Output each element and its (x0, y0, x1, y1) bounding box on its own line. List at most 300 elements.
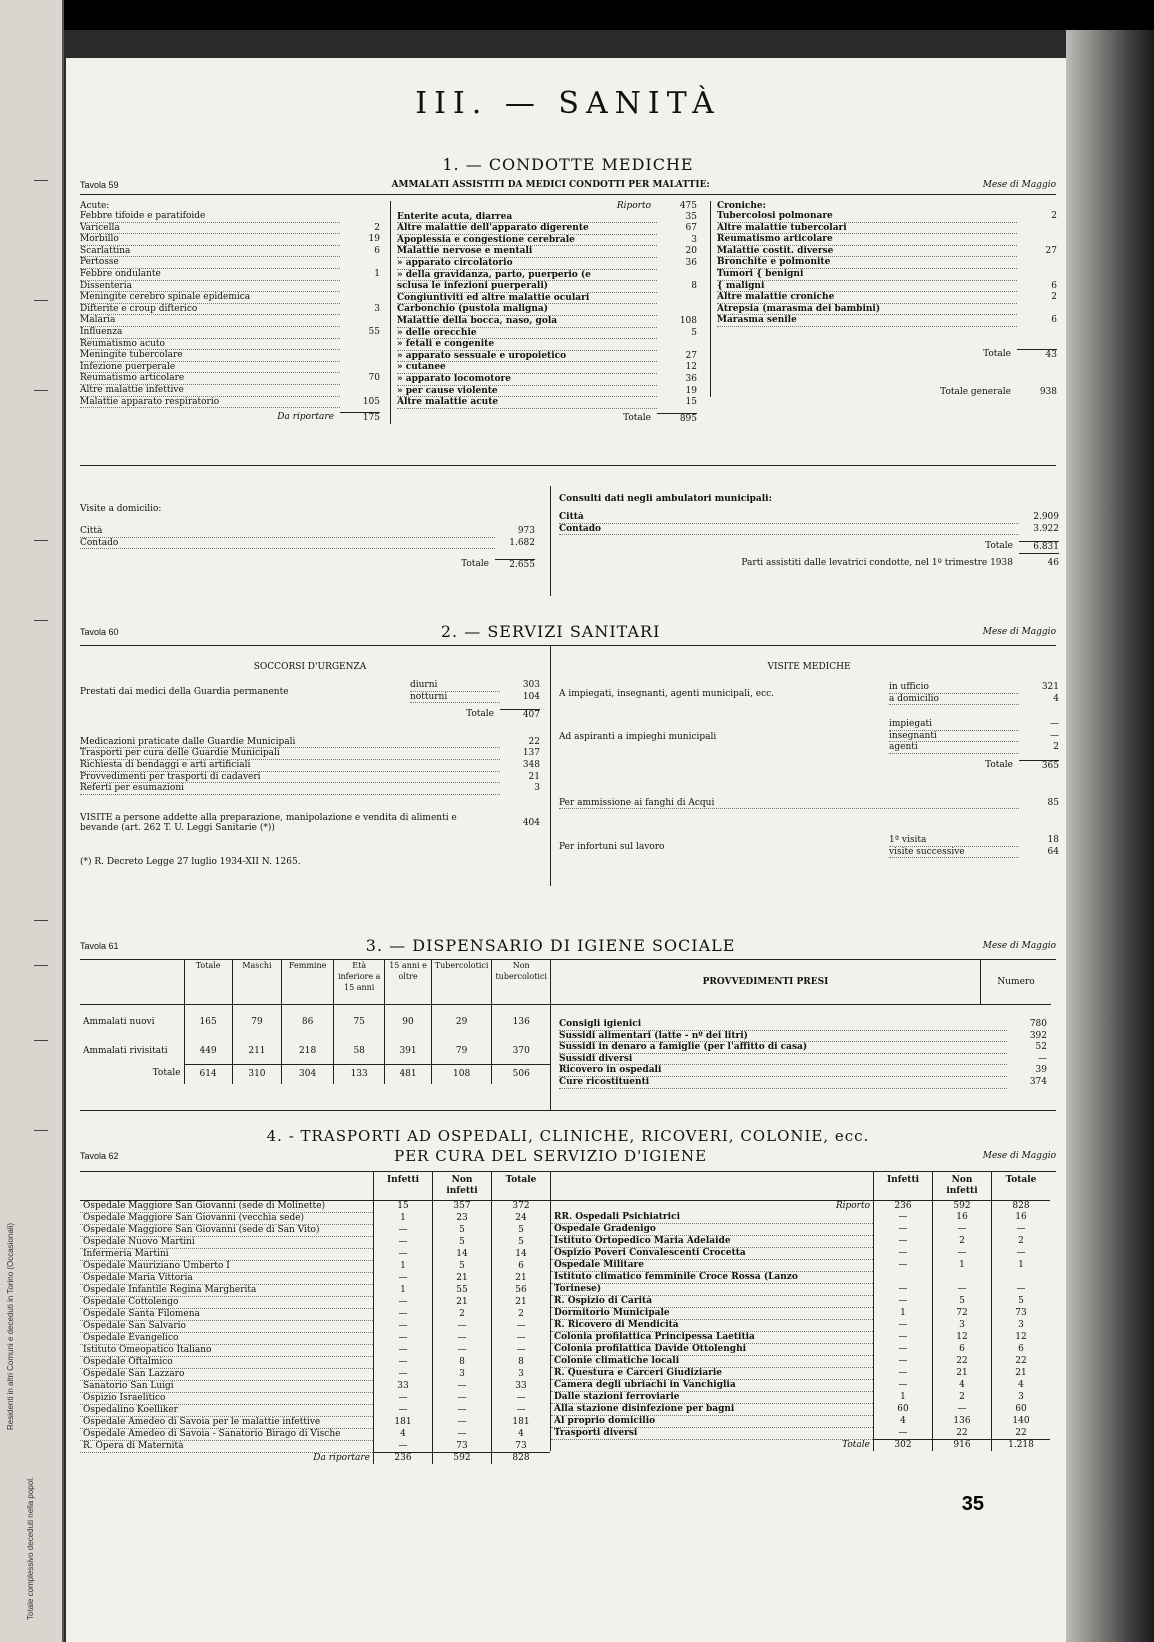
transport-cell: 136 (933, 1416, 992, 1428)
acute-row-value: 105 (362, 396, 380, 407)
transport-row (551, 1392, 1051, 1404)
transport-row-label: Riporto (835, 1201, 870, 1211)
transport-col-header: Totale (992, 1172, 1051, 1201)
prov-row-label: Consigli igienici (559, 1019, 1007, 1031)
transport-cell: 592 (433, 1453, 492, 1465)
chronic-row-label: Malattie costit. diverse (717, 246, 1017, 258)
transport-cell: 2 (992, 1236, 1051, 1248)
dispensary-cell: 449 (184, 1034, 232, 1064)
acute2-row-value: 3 (691, 234, 697, 245)
transport-row (551, 1416, 1051, 1428)
prov-header: PROVVEDIMENTI PRESI (702, 977, 829, 987)
transport-cell: — (492, 1321, 551, 1333)
transport-row-label: Ospedale Evangelico (80, 1333, 374, 1345)
document-page (66, 58, 1066, 1642)
prov-row (559, 1077, 1047, 1089)
prov-row (559, 1042, 1047, 1054)
chronic-row (717, 257, 1057, 269)
transport-cell: — (874, 1320, 933, 1332)
home-visits-total-label: Totale (461, 559, 489, 570)
mud-label: Per ammissione ai fanghi di Acqui (559, 798, 1019, 810)
acute-row-value (340, 257, 380, 269)
section1-table-label: Tavola 59 (80, 180, 119, 190)
acute-row (80, 304, 380, 316)
chronic-header: Croniche: (717, 201, 766, 211)
acute2-row-value: 20 (685, 246, 697, 257)
transport-row-label: Ospedale San Salvario (80, 1321, 374, 1333)
section4-title2: PER CURA DEL SERVIZIO D'IGIENE (394, 1147, 708, 1165)
transport-cell: — (374, 1321, 433, 1333)
transport-row (80, 1213, 550, 1225)
transport-cell: — (374, 1345, 433, 1357)
injury-label: Per infortuni sul lavoro (559, 841, 665, 852)
chronic-row-value (1017, 304, 1057, 316)
transport-cell: — (374, 1441, 433, 1453)
chronic-total-label: Totale (983, 348, 1011, 359)
transport-cell: 4 (992, 1380, 1051, 1392)
chronic-row-label: Marasma senile (717, 315, 1017, 327)
acute2-row-value: 35 (685, 211, 697, 222)
transport-row (80, 1429, 550, 1441)
acute2-row-label: Altre malattie acute (397, 397, 657, 409)
acute-row-value: 55 (368, 326, 380, 337)
acute-row-label: Difterite e croup difterico (80, 304, 340, 316)
food-visits-value: 404 (522, 817, 540, 828)
transport-cell: — (492, 1393, 551, 1405)
medical-title: VISITE MEDICHE (767, 662, 851, 672)
transport-cell: — (433, 1405, 492, 1417)
transport-cell: 5 (933, 1296, 992, 1308)
acute-row (80, 257, 380, 269)
medical-sub1-row-value: 321 (1041, 682, 1059, 692)
dispensary-cell: 165 (184, 1004, 232, 1034)
home-visit-row-value: 973 (517, 526, 535, 536)
home-visit-row-label: Contado (80, 538, 495, 550)
dispensary-row-label: Totale (152, 1068, 181, 1078)
transport-cell: 1.218 (992, 1440, 1051, 1452)
transport-cell: 2 (492, 1309, 551, 1321)
acute-row-label: Febbre tifoide e paratifoide (80, 211, 340, 223)
transport-cell: 23 (433, 1213, 492, 1225)
acute-row (80, 385, 380, 397)
acute2-row-label: Apoplessia e congestione cerebrale (397, 235, 657, 247)
chronic-row (717, 281, 1057, 293)
transport-cell: 22 (933, 1356, 992, 1368)
transport-cell: 2 (933, 1236, 992, 1248)
riporto-value: 475 (679, 201, 697, 211)
transport-cell: 236 (874, 1201, 933, 1213)
midwives-label: Parti assistiti dalle levatrici condotte, nel 1º trimestre 1938 (741, 557, 1013, 568)
dispensary-cell: 90 (385, 1004, 432, 1034)
transport-row (551, 1212, 1051, 1224)
acute-row (80, 246, 380, 258)
transport-row-label: Ospedale Infantile Regina Margherita (80, 1285, 374, 1297)
midwives-value: 46 (1047, 557, 1059, 568)
transport-cell: — (374, 1225, 433, 1237)
grand-total-value: 938 (1039, 386, 1057, 397)
transport-row-label: Ospedale Oftalmico (80, 1357, 374, 1369)
injury-sub-row (889, 835, 1059, 847)
transport-cell: 73 (492, 1441, 551, 1453)
transport-row-label: Ospedale Maggiore San Giovanni (sede di San Vito) (80, 1225, 374, 1237)
acute-row-label: Altre malattie infettive (80, 385, 340, 397)
acute-row-label: Dissenteria (80, 281, 340, 293)
injury-sub-row-label: visite successive (889, 847, 1019, 859)
transport-cell: — (374, 1309, 433, 1321)
transport-row (551, 1284, 1051, 1296)
medical-sub2-row (889, 731, 1059, 743)
transport-row (80, 1201, 550, 1213)
adjacent-page-strip (0, 0, 64, 1642)
acute-row-label: Reumatismo acuto (80, 339, 340, 351)
transport-cell: — (874, 1356, 933, 1368)
chronic-column (710, 201, 1057, 397)
acute-row-value (340, 292, 380, 304)
chronic-row-label: Reumatismo articolare (717, 234, 1017, 246)
section3-month: Mese di Maggio (982, 940, 1056, 951)
medical-sub1-row-value: 4 (1053, 693, 1059, 704)
acute2-row-label: » fetali e congenite (397, 339, 657, 351)
transport-cell: — (933, 1404, 992, 1416)
transport-row (551, 1368, 1051, 1380)
transport-row (551, 1201, 1051, 1213)
transport-row (80, 1441, 550, 1453)
consult-row (559, 512, 1059, 524)
emergency-rows (80, 737, 540, 795)
dispensary-col-header: Età inferiore a 15 anni (334, 960, 385, 1004)
acute2-row-value: 36 (685, 257, 697, 268)
transport-cell: 2 (433, 1309, 492, 1321)
dispensary-cell: 481 (385, 1064, 432, 1084)
prov-row-label: Cure ricostituenti (559, 1077, 1007, 1089)
home-visit-row (80, 538, 535, 550)
transport-cell: — (433, 1393, 492, 1405)
acute-row-value (340, 211, 380, 223)
transport-cell: — (874, 1332, 933, 1344)
acute2-row (397, 362, 697, 374)
emergency-sub (410, 680, 540, 703)
prov-row-value: 780 (1029, 1019, 1047, 1029)
transport-cell: 16 (992, 1212, 1051, 1224)
acute-row (80, 339, 380, 351)
transport-row-label: Totale (842, 1440, 870, 1450)
dispensary-col-header: Totale (184, 960, 232, 1004)
transport-cell: 6 (933, 1344, 992, 1356)
dispensary-cell: 86 (282, 1004, 334, 1034)
injury-sub-row-label: 1ª visita (889, 835, 1019, 847)
transport-cell: 5 (492, 1237, 551, 1249)
transport-cell: 1 (374, 1285, 433, 1297)
acute2-row-label: » apparato circolatorio (397, 258, 657, 270)
transport-row-label: Da riportare (313, 1453, 370, 1463)
transport-cell: 3 (992, 1392, 1051, 1404)
transport-cell: — (433, 1381, 492, 1393)
acute2-row-value: 12 (685, 362, 697, 373)
section3-table (80, 959, 1056, 1111)
dispensary-cell: 391 (385, 1034, 432, 1064)
home-visit-row (80, 526, 535, 538)
acute-row-label: Malaria (80, 315, 340, 327)
acute-row-value: 19 (368, 234, 380, 245)
consults-title: Consulti dati negli ambulatori municipali: (559, 494, 772, 504)
binding-shadow (1066, 30, 1154, 1642)
transport-cell: 5 (433, 1225, 492, 1237)
chronic-row-value (1017, 269, 1057, 281)
acute-row-value (340, 362, 380, 374)
acute2-row-value (657, 339, 697, 351)
transport-cell: 73 (433, 1441, 492, 1453)
transport-cell: 592 (933, 1201, 992, 1213)
chronic-row-value: 6 (1051, 315, 1057, 326)
acute-row-label: Scarlattina (80, 246, 340, 258)
acute-row-value: 2 (374, 222, 380, 233)
page-title: III. — SANITÀ (415, 86, 721, 121)
transport-row (80, 1249, 550, 1261)
transport-cell: 60 (874, 1404, 933, 1416)
page-number: 35 (961, 1493, 984, 1515)
section3-table-label: Tavola 61 (80, 940, 119, 951)
transport-cell: 302 (874, 1440, 933, 1452)
acute-row (80, 373, 380, 385)
acute-row (80, 315, 380, 327)
transport-col-header: Infetti (874, 1172, 933, 1201)
section1-table (80, 194, 1056, 466)
transport-row (80, 1309, 550, 1321)
transport-row-label: R. Ospizio di Carità (551, 1296, 874, 1308)
chronic-row (717, 315, 1057, 327)
transport-col-header: Non infetti (933, 1172, 992, 1201)
section4-table (80, 1171, 1056, 1472)
acute2-row-label: Malattie della bocca, naso, gola (397, 316, 657, 328)
prov-row-value: 52 (1035, 1042, 1047, 1053)
acute2-total-label: Totale (623, 412, 651, 423)
acute-row-label: Malattie apparato respiratorio (80, 397, 340, 409)
transport-cell: 4 (874, 1416, 933, 1428)
dispensary-cell: 211 (232, 1034, 281, 1064)
home-visit-row-value: 1.682 (509, 537, 535, 548)
transport-cell: 8 (492, 1357, 551, 1369)
section2-table (80, 645, 1059, 906)
transport-cell: 21 (992, 1368, 1051, 1380)
chronic-row-label: Tumori { benigni (717, 269, 1017, 281)
acute2-row-value (657, 304, 697, 316)
acute2-row-label: Congiuntiviti ed altre malattie oculari (397, 293, 657, 305)
acute2-row-value (657, 293, 697, 305)
acute2-row (397, 223, 697, 235)
acute-row-label: Reumatismo articolare (80, 373, 340, 385)
transport-table-left (80, 1172, 550, 1464)
emergency-row-value: 21 (528, 771, 540, 782)
acute2-row-label: Carbonchio (pustola maligna) (397, 304, 657, 316)
prov-row (559, 1065, 1047, 1077)
home-visits-total: 2.655 (495, 559, 535, 571)
medical-sub1-row-label: a domicilio (889, 694, 1019, 706)
transport-row (551, 1356, 1051, 1368)
acute-row-label: Meningite tubercolare (80, 350, 340, 362)
transport-row (80, 1285, 550, 1297)
transport-cell: 21 (492, 1297, 551, 1309)
acute2-row-label: » della gravidanza, parto, puerperio (e (397, 270, 657, 282)
strip-caption-1: Residenti in altri Comuni e deceduti in Torino (Occasionali) (6, 1222, 15, 1430)
transport-cell: 2 (933, 1392, 992, 1404)
acute2-row (397, 270, 697, 282)
transport-row-label: Ospedale Mauriziano Umberto I (80, 1261, 374, 1273)
transport-cell (874, 1272, 933, 1284)
transport-cell: — (874, 1260, 933, 1272)
transport-cell: — (874, 1296, 933, 1308)
transport-row (551, 1296, 1051, 1308)
transport-row-label: Trasporti diversi (551, 1428, 874, 1440)
acute-row (80, 223, 380, 235)
injury-sub-row (889, 847, 1059, 859)
transport-cell: 24 (492, 1213, 551, 1225)
acute-row-value: 70 (368, 373, 380, 384)
acute-row-value: 6 (374, 245, 380, 256)
chronic-row-value (1017, 234, 1057, 246)
transport-cell: 1 (374, 1213, 433, 1225)
acute2-row-label: Malattie nervose e mentali (397, 246, 657, 258)
medical-sub1-row-label: in ufficio (889, 682, 1019, 694)
acute2-row (397, 212, 697, 224)
transport-cell: 6 (992, 1344, 1051, 1356)
prov-row-value: 392 (1029, 1030, 1047, 1041)
acute2-row-value: 27 (685, 350, 697, 361)
medical-sub1-row (889, 682, 1059, 694)
dispensary-cell: 506 (492, 1064, 550, 1084)
transport-row-label: Ospedale Nuovo Martini (80, 1237, 374, 1249)
acute-row-label: Infezione puerperale (80, 362, 340, 374)
transport-cell: — (374, 1357, 433, 1369)
transport-cell: 6 (492, 1261, 551, 1273)
transport-row-label: Dalle stazioni ferroviarie (551, 1392, 874, 1404)
medical-sub2-row-value: — (1050, 730, 1059, 741)
transport-row (551, 1380, 1051, 1392)
transport-row-label: Al proprio domicilio (551, 1416, 874, 1428)
transport-cell: — (933, 1284, 992, 1296)
transport-cell: — (433, 1429, 492, 1441)
transport-cell: 33 (492, 1381, 551, 1393)
emergency-row-label: Medicazioni praticate dalle Guardie Municipali (80, 737, 500, 749)
medical-sub2-row (889, 742, 1059, 754)
acute2-row-value: 19 (685, 385, 697, 396)
medical-sub2-row-label: agenti (889, 742, 1019, 754)
acute2-row (397, 328, 697, 340)
transport-cell: 5 (992, 1296, 1051, 1308)
transport-table-right (550, 1172, 1050, 1451)
transport-cell: — (492, 1333, 551, 1345)
medical-sub2-row-value: 2 (1053, 742, 1059, 753)
transport-cell: — (433, 1417, 492, 1429)
dispensary-col-header: Non tubercolotici (492, 960, 550, 1004)
acute-row-label: Meningite cerebro spinale epidemica (80, 292, 340, 304)
emergency-sub-row (410, 692, 540, 704)
transport-cell: 60 (992, 1404, 1051, 1416)
chronic-row (717, 223, 1057, 235)
transport-row (80, 1357, 550, 1369)
transport-row (551, 1248, 1051, 1260)
transport-row-label: Ospedale Santa Filomena (80, 1309, 374, 1321)
section2-title: 2. — SERVIZI SANITARI (440, 622, 661, 641)
acute2-row (397, 351, 697, 363)
transport-cell: — (433, 1333, 492, 1345)
medical-sub2-row-label: impiegati (889, 719, 1019, 731)
dispensary-cell: 310 (232, 1064, 281, 1084)
acute-carry-label: Da riportare (277, 412, 334, 423)
transport-cell: — (874, 1212, 933, 1224)
transport-row-label: Ospedale Cottolengo (80, 1297, 374, 1309)
transport-row-label: Ospedale Maggiore San Giovanni (vecchia sede) (80, 1213, 374, 1225)
transport-row-label: Camera degli ubriachi in Vanchiglia (551, 1380, 874, 1392)
acute-row (80, 292, 380, 304)
transport-row (551, 1308, 1051, 1320)
acute2-total-value: 895 (657, 413, 697, 425)
transport-cell: 33 (374, 1381, 433, 1393)
acute-row-value (340, 350, 380, 362)
transport-cell: 22 (992, 1356, 1051, 1368)
medical-total: 365 (1019, 760, 1059, 772)
transport-row-label: RR. Ospedali Psichiatrici (551, 1212, 874, 1224)
dispensary-row (80, 1064, 550, 1084)
emergency-sub-row-label: notturni (410, 692, 500, 704)
consults-total-label: Totale (985, 541, 1013, 552)
transport-cell: — (874, 1380, 933, 1392)
transport-cell: 4 (374, 1429, 433, 1441)
transport-row-label: Ospedale Maria Vittoria (80, 1273, 374, 1285)
transport-row-label: Ospedale Gradenigo (551, 1224, 874, 1236)
chronic-row-value: 2 (1051, 292, 1057, 303)
acute2-row-label: » delle orecchie (397, 328, 657, 340)
section4-title1: 4. - TRASPORTI AD OSPEDALI, CLINICHE, RICOVERI, COLONIE, ecc. (266, 1127, 870, 1145)
prov-row-label: Sussidi alimentari (latte - nº dei litri) (559, 1031, 1007, 1043)
transport-cell (992, 1272, 1051, 1284)
acute2-row-label: Altre malattie dell'apparato digerente (397, 223, 657, 235)
transport-cell: — (374, 1249, 433, 1261)
provvedimenti-block (550, 960, 1051, 1110)
transport-row-label: R. Opera di Maternità (80, 1441, 374, 1453)
transport-cell: 55 (433, 1285, 492, 1297)
section1-month: Mese di Maggio (982, 180, 1056, 190)
medical-row2-sub (889, 719, 1059, 754)
transport-cell: 8 (433, 1357, 492, 1369)
acute-row-value (340, 315, 380, 327)
transport-cell: 357 (433, 1201, 492, 1213)
transport-cell: — (374, 1333, 433, 1345)
dispensary-cell: 136 (492, 1004, 550, 1034)
acute2-row-label: » per cause violente (397, 386, 657, 398)
transport-cell: 21 (433, 1297, 492, 1309)
emergency-row (80, 772, 540, 784)
transport-row (80, 1369, 550, 1381)
transport-cell: — (492, 1405, 551, 1417)
transport-cell: 140 (992, 1416, 1051, 1428)
dispensary-cell: 614 (184, 1064, 232, 1084)
dispensary-cell: 29 (431, 1004, 492, 1034)
transport-row-label: R. Ricovero di Mendicità (551, 1320, 874, 1332)
acute2-row (397, 316, 697, 328)
transport-cell: 5 (433, 1261, 492, 1273)
section4-month: Mese di Maggio (982, 1151, 1056, 1161)
transport-row (551, 1428, 1051, 1440)
transport-row (80, 1417, 550, 1429)
transport-row (551, 1332, 1051, 1344)
transport-cell: 16 (933, 1212, 992, 1224)
dispensary-cell: 218 (282, 1034, 334, 1064)
transport-cell: 56 (492, 1285, 551, 1297)
transport-row (551, 1236, 1051, 1248)
transport-col-header: Non infetti (433, 1172, 492, 1201)
transport-cell: 3 (433, 1369, 492, 1381)
transport-row (551, 1224, 1051, 1236)
